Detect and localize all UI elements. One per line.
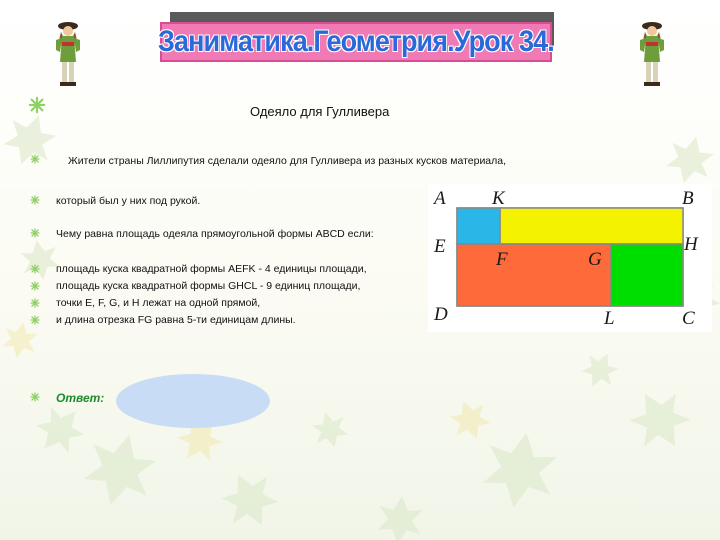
bullet-icon (30, 298, 40, 308)
title-text: Заниматика.Геометрия.Урок 34. (158, 25, 554, 58)
condition-line: площадь куска квадратной формы GHCL - 9 единиц площади, (56, 280, 361, 292)
label-d: D (434, 304, 448, 325)
text-line-2: который был у них под рукой. (56, 195, 201, 207)
label-l: L (604, 308, 615, 329)
bullet-icon (30, 281, 40, 291)
label-b: B (682, 188, 694, 209)
label-e: E (434, 236, 446, 257)
square-aefk (457, 208, 500, 244)
answer-oval[interactable] (116, 374, 270, 428)
bullet-icon (30, 195, 40, 205)
condition-line: площадь куска квадратной формы AEFK - 4 единицы площади, (56, 263, 367, 275)
text-line-1: Жители страны Лиллипутия сделали одеяло для Гулливера из разных кусков материала, (68, 155, 507, 167)
problem-heading: Одеяло для Гулливера (250, 104, 390, 119)
bullet-icon (30, 392, 40, 402)
question-line: Чему равна площадь одеяла прямоугольной формы ABCD если: (56, 228, 374, 240)
label-h: H (684, 234, 698, 255)
bullet-icon (28, 96, 46, 114)
label-a: A (434, 188, 446, 209)
label-k: K (492, 188, 505, 209)
square-ghcl (611, 244, 683, 306)
top-strip (500, 208, 683, 244)
answer-label: Ответ: (56, 391, 105, 405)
label-f: F (496, 249, 508, 270)
bullet-icon (30, 315, 40, 325)
gulliver-figure-right (632, 18, 672, 92)
condition-line: и длина отрезка FG равна 5-ти единицам длины. (56, 314, 296, 326)
condition-line: точки E, F, G, и H лежат на одной прямой, (56, 297, 261, 309)
bullet-icon (30, 154, 40, 164)
blanket-diagram (428, 184, 712, 332)
label-g: G (588, 249, 602, 270)
label-c: C (682, 308, 695, 329)
title-banner-face (160, 22, 552, 62)
bullet-icon (30, 228, 40, 238)
gulliver-figure-left (48, 18, 88, 92)
bullet-icon (30, 264, 40, 274)
title-banner (160, 16, 552, 60)
